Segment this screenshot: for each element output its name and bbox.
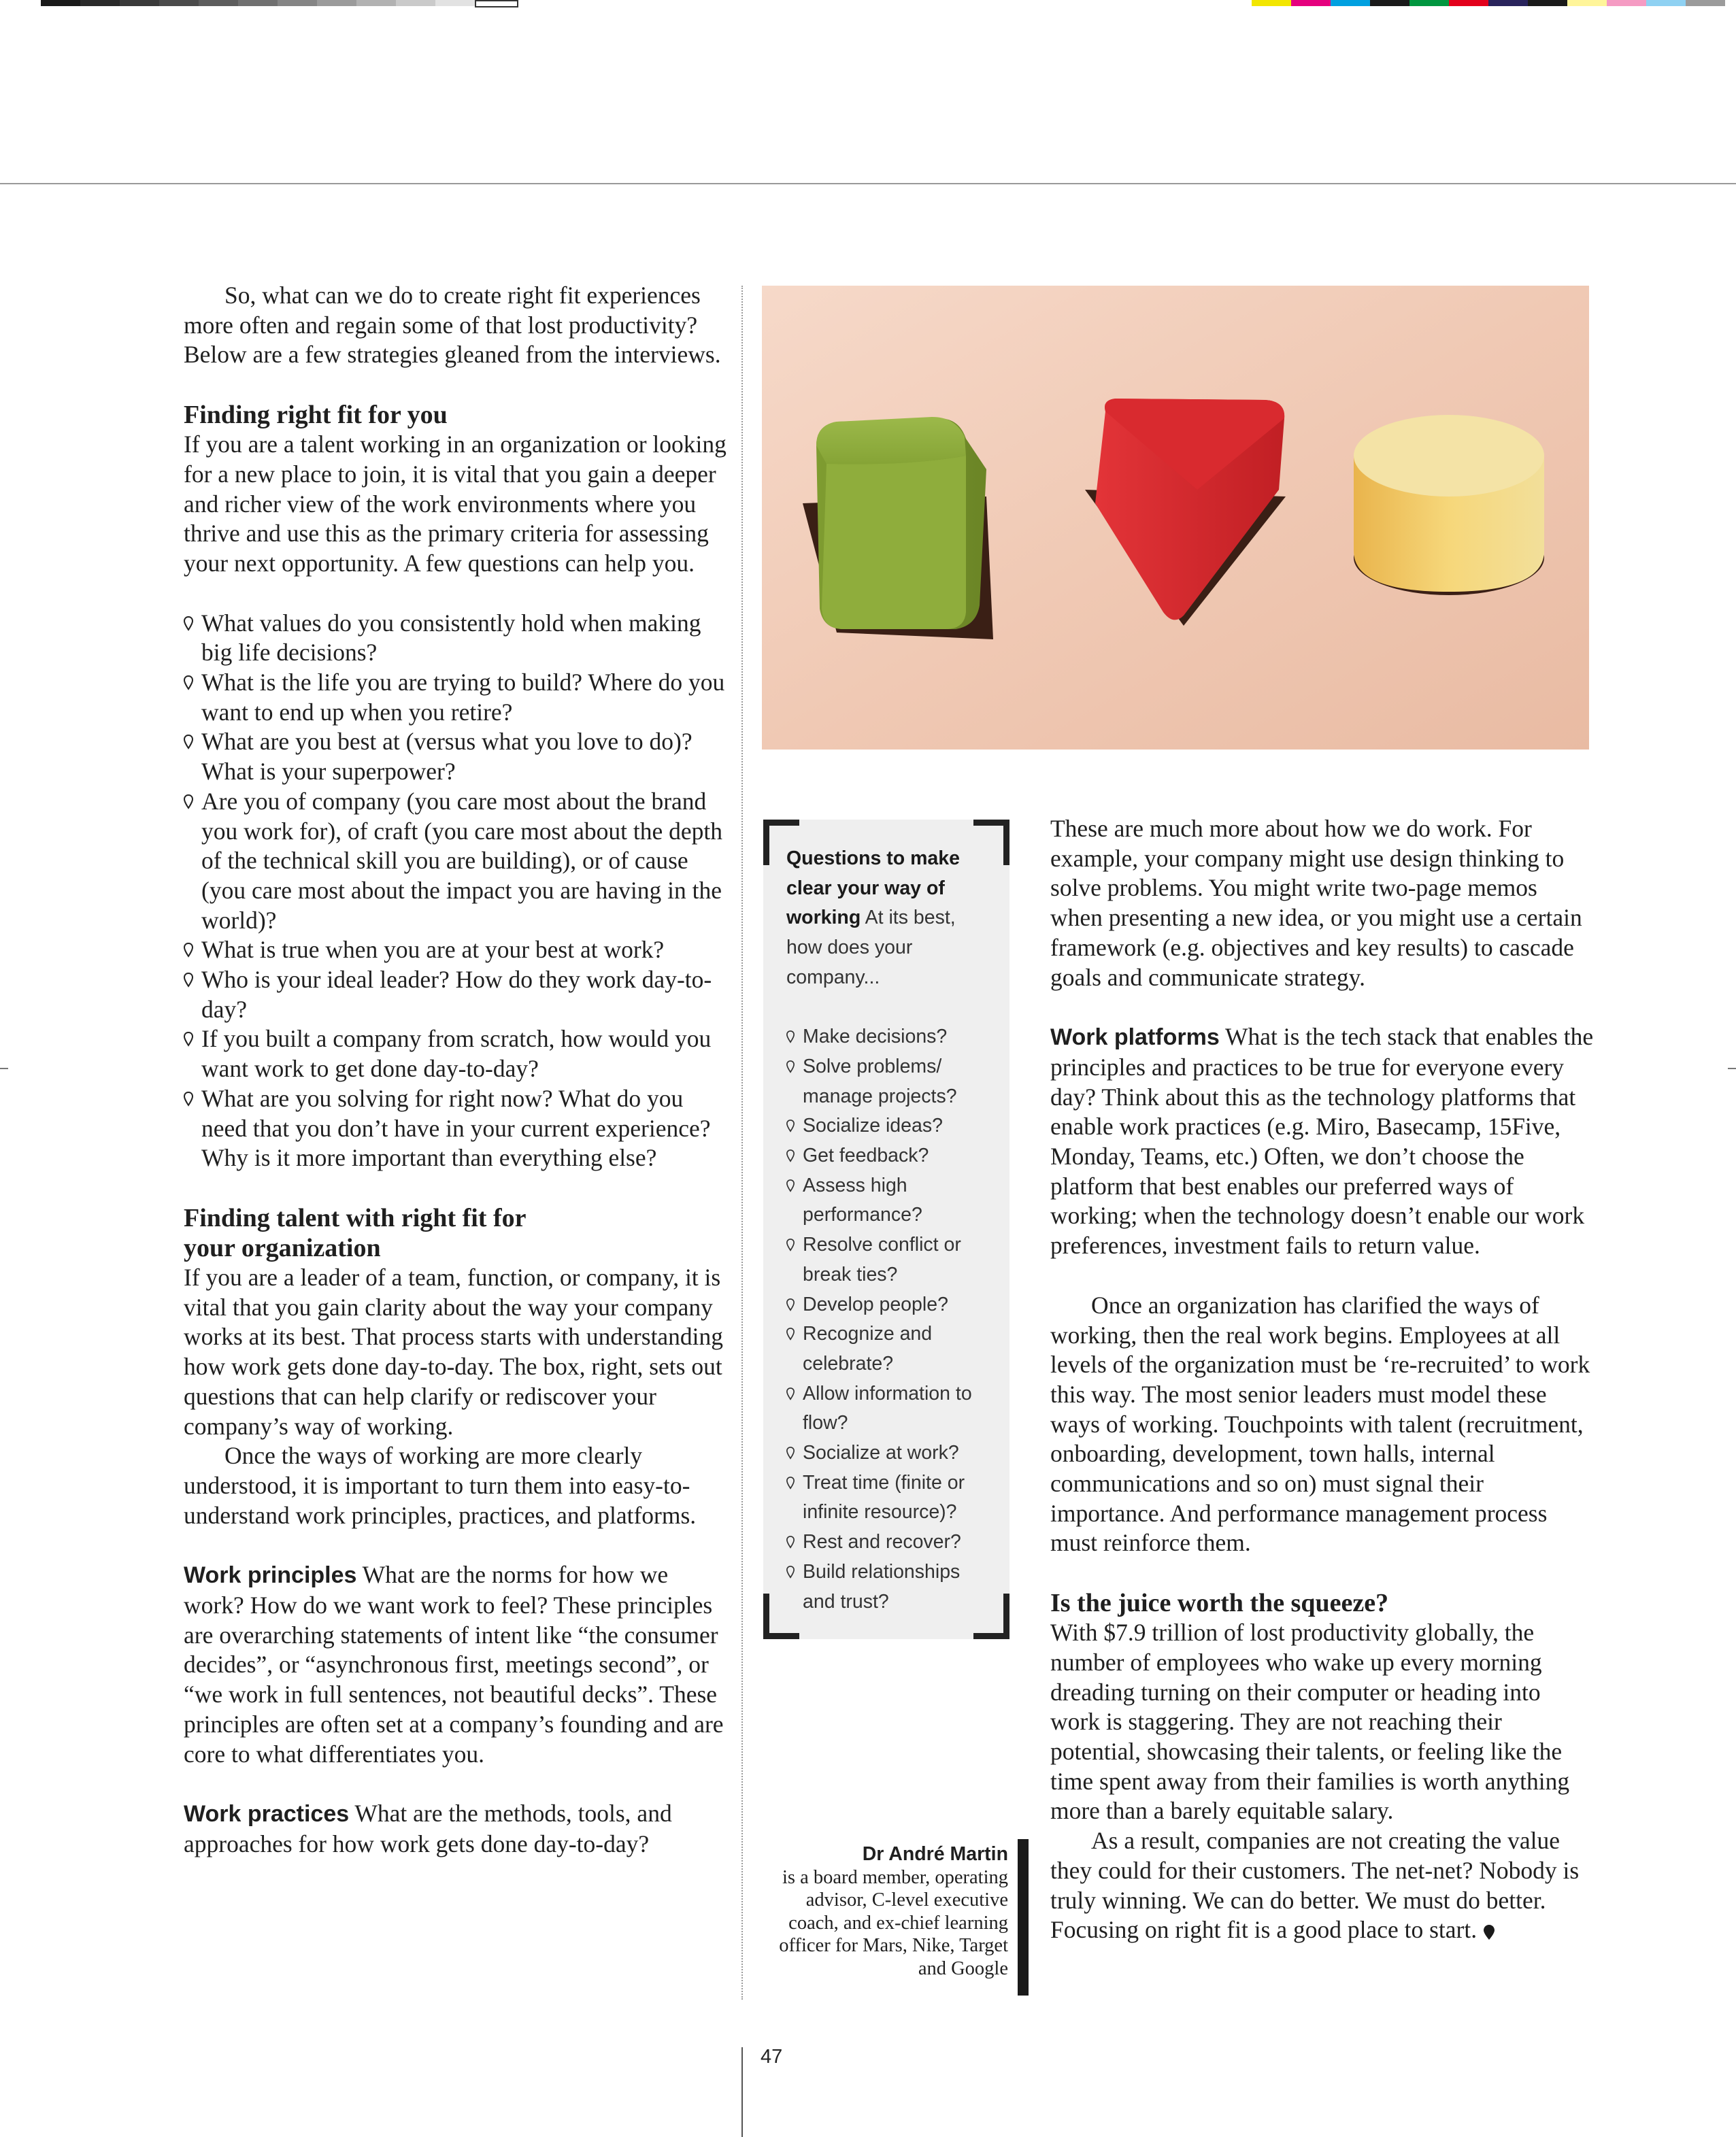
- list-item: Build relationships and trust?: [786, 1558, 990, 1617]
- right-column: [1050, 814, 1595, 1945]
- pin-icon: [786, 1447, 795, 1460]
- list-item: Solve problems/ manage projects?: [786, 1052, 990, 1111]
- pin-icon: [786, 1387, 795, 1400]
- questions-box-content: [786, 844, 990, 1617]
- shape-blocks-photo: [762, 286, 1589, 750]
- pin-icon: [184, 973, 193, 988]
- section2-heading: Finding talent with right fit for your organization: [184, 1203, 527, 1262]
- pin-icon: [184, 1032, 193, 1047]
- pin-icon: [786, 1179, 795, 1192]
- section1-body: If you are a talent working in an organization or looking for a new place to join, it is vital that you gain a deeper and richer view of the work environments where you thrive and use this as the primary criteria for assessing your next opportunity. A few questions can help you.: [184, 431, 727, 577]
- pin-icon: [184, 1092, 193, 1107]
- list-item: What is true when you are at your best at work?: [184, 935, 728, 965]
- yellow-cylinder: [1354, 415, 1544, 595]
- list-item: What are you best at (versus what you love to do)? What is your superpower?: [184, 727, 728, 786]
- page-number-rule: [741, 2047, 743, 2137]
- work-platforms-label: Work platforms: [1050, 1024, 1220, 1051]
- work-practices-continued: These are much more about how we do work. For example, your company might use design thinking to solve problems. You might write two-page memos when presenting a new idea, or you might use a certain framework (e.g. objectives and key results) to cascade goals and communicate strategy.: [1050, 815, 1582, 991]
- work-principles-paragraph: Work principles What are the norms for how we work? How do we want work to feel? These principles are overarching statements of intent like “the consumer decides”, or “asynchronous first, meetings second”, or “we work in full sentences, not beautiful decks”. These principles are often set at a company’s founding and are core to what differentiates you.: [184, 1561, 724, 1768]
- list-item: Socialize at work?: [786, 1438, 990, 1468]
- work-principles-label: Work principles: [184, 1562, 357, 1589]
- section1-heading: Finding right fit for you: [184, 401, 448, 430]
- header-rule: [0, 183, 1736, 184]
- column-divider: [741, 286, 743, 2000]
- crop-mark: [0, 1068, 8, 1069]
- left-column: [184, 281, 728, 1860]
- list-item: Make decisions?: [786, 1022, 990, 1052]
- pin-icon: [184, 794, 193, 809]
- color-bar: [1252, 0, 1725, 6]
- pin-icon: [786, 1477, 795, 1490]
- list-item: Resolve conflict or break ties?: [786, 1230, 990, 1290]
- work-platforms-paragraph: Work platforms What is the tech stack that enables the principles and practices to be true for everyone every day? Think about this as the technology platforms that enable work practices (e.g. Miro, Basecamp, 15Five, Monday, Teams, etc.) Often, we don’t choose the platform that best enables our preferred ways of working; when the technology doesn’t enable our work preferences, investment fails to return value.: [1050, 1023, 1594, 1260]
- clarified-paragraph: Once an organization has clarified the ways of working, then the real work begins. Employees at all levels of the organization must be ‘re-recruited’ to work this way. The most senior leaders must model these ways of working. Touchpoints with talent (recruitment, onboarding, development, town halls, internal communications and so on) must signal their importance. And performance management process must reinforce them.: [1050, 1291, 1590, 1557]
- questions-box: [763, 820, 1009, 1639]
- list-item: Recognize and celebrate?: [786, 1319, 990, 1379]
- list-item: Are you of company (you care most about the brand you work for), of craft (you care most about the depth of the technical skill you are building), or of cause (you care most about the impact you are having in the world)?: [184, 787, 728, 936]
- questions-box-title: Questions to make clear your way of working: [786, 847, 960, 929]
- list-item: What is the life you are trying to build? Where do you want to end up when you retire?: [184, 668, 728, 727]
- talent-question-list: [184, 609, 728, 1173]
- list-item: Rest and recover?: [786, 1528, 990, 1558]
- pin-icon: [184, 943, 193, 958]
- questions-box-intro: [786, 844, 990, 993]
- juice-heading: Is the juice worth the squeeze?: [1050, 1589, 1389, 1618]
- list-item: Allow information to flow?: [786, 1379, 990, 1438]
- pin-icon: [786, 1536, 795, 1549]
- pin-icon: [184, 735, 193, 750]
- pin-icon: [786, 1566, 795, 1579]
- end-mark-icon: [1483, 1924, 1495, 1940]
- list-item: Socialize ideas?: [786, 1111, 990, 1141]
- work-practices-label: Work practices: [184, 1801, 350, 1828]
- intro-paragraph: So, what can we do to create right fit experiences more often and regain some of that lost productivity? Below are a few strategies gleaned from the interviews.: [184, 282, 721, 369]
- list-item: Who is your ideal leader? How do they work day-to-day?: [184, 965, 728, 1024]
- author-bio: [762, 1843, 1008, 1981]
- page-number: 47: [761, 2046, 783, 2068]
- pin-icon: [786, 1239, 795, 1251]
- author-description: is a board member, operating advisor, C-level executive coach, and ex-chief learning officer for Mars, Nike, Target and Google: [779, 1866, 1008, 1979]
- pin-icon: [184, 616, 193, 631]
- pin-icon: [786, 1030, 795, 1043]
- pin-icon: [786, 1060, 795, 1073]
- company-question-list: [786, 1022, 990, 1617]
- list-item: If you built a company from scratch, how would you want work to get done day-to-day?: [184, 1024, 728, 1083]
- list-item: Treat time (finite or infinite resource)?: [786, 1468, 990, 1528]
- list-item: Assess high performance?: [786, 1171, 990, 1230]
- section2-body2: Once the ways of working are more clearly understood, it is important to turn them into easy-to-understand work principles, practices, and platforms.: [184, 1442, 697, 1529]
- pin-icon: [786, 1149, 795, 1162]
- author-name: Dr André Martin: [862, 1843, 1008, 1865]
- juice-body2: As a result, companies are not creating the value they could for their customers. The net-net? Nobody is truly winning. We can do better. We must do better. Focusing on right fit is a good place to start.: [1050, 1827, 1580, 1944]
- list-item: Get feedback?: [786, 1141, 990, 1171]
- questions-box-subtitle: At its best, how does your company...: [786, 907, 956, 988]
- pin-icon: [786, 1328, 795, 1341]
- work-practices-paragraph: Work practices What are the methods, tools, and approaches for how work gets done day-to-day?: [184, 1800, 672, 1857]
- grayscale-bar: [41, 0, 518, 6]
- crop-mark: [1728, 1068, 1736, 1069]
- pin-icon: [786, 1298, 795, 1311]
- list-item: What values do you consistently hold when making big life decisions?: [184, 609, 728, 668]
- list-item: Develop people?: [786, 1290, 990, 1320]
- bio-accent-bar: [1018, 1839, 1029, 1996]
- juice-body: With $7.9 trillion of lost productivity globally, the number of employees who wake up every morning dreading turning on their computer or heading into work is staggering. They are not reaching their potential, showcasing their talents, or feeling like the time spent away from their families is worth anything more than a barely equitable salary.: [1050, 1619, 1570, 1825]
- green-cube: [803, 417, 993, 639]
- pin-icon: [786, 1120, 795, 1132]
- pin-icon: [184, 675, 193, 690]
- list-item: What are you solving for right now? What do you need that you don’t have in your current experience? Why is it more important than everything else?: [184, 1084, 728, 1173]
- section2-body: If you are a leader of a team, function, or company, it is vital that you gain clarity about the way your company works at its best. That process starts with understanding how work gets done day-to-day. The box, right, sets out questions that can help clarify or rediscover your company’s way of working.: [184, 1263, 724, 1440]
